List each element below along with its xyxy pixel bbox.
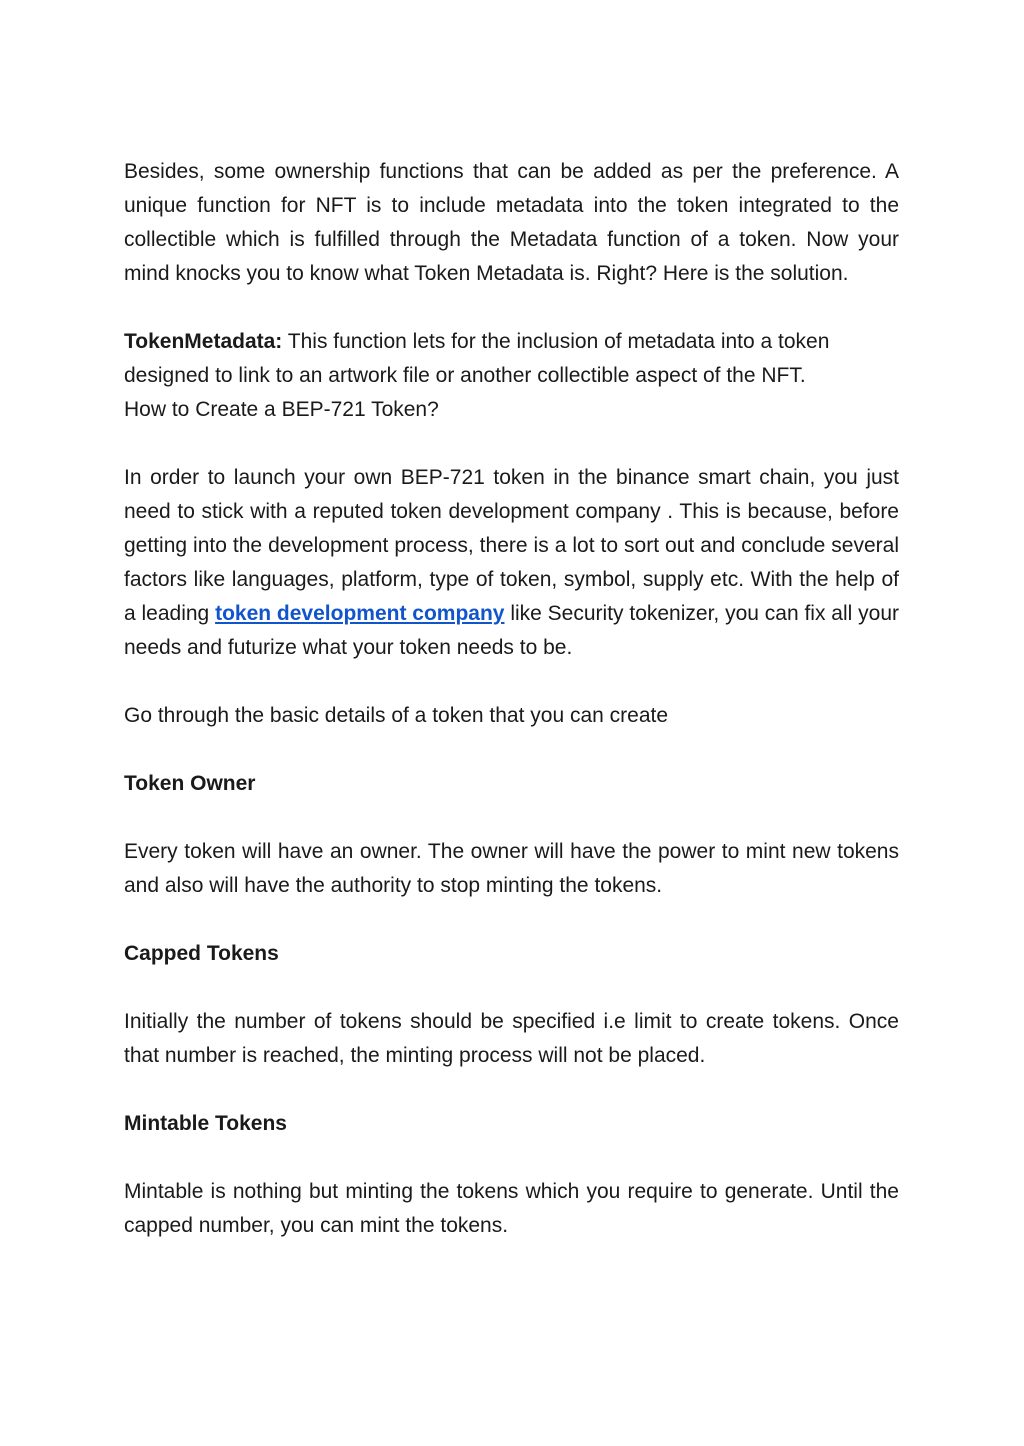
capped-tokens-heading: Capped Tokens bbox=[124, 942, 279, 965]
mintable-tokens-paragraph: Mintable is nothing but minting the tokens which you require to generate. Until the capped number, you can mint the tokens. bbox=[124, 1180, 899, 1237]
how-to-create-line: How to Create a BEP-721 Token? bbox=[124, 398, 439, 421]
token-owner-heading: Token Owner bbox=[124, 772, 256, 795]
basic-details-paragraph: Go through the basic details of a token that you can create bbox=[124, 704, 669, 727]
capped-tokens-paragraph: Initially the number of tokens should be specified i.e limit to create tokens. Once that number is reached, the minting process will not be placed. bbox=[124, 1010, 899, 1067]
token-metadata-paragraph bbox=[124, 325, 899, 427]
mintable-tokens-heading: Mintable Tokens bbox=[124, 1112, 287, 1135]
launch-text-after-link: like Security tokenizer, you can fix all your needs and futurize what your token needs to be. bbox=[124, 602, 899, 659]
launch-paragraph bbox=[124, 461, 899, 665]
launch-text-before-link: In order to launch your own BEP-721 token in the binance smart chain, you just need to stick with a reputed token development company . This is because, before getting into the development process, there is a lot to sort out and conclude several factors like languages, platform, type of token, symbol, supply etc. With the help of a leading bbox=[124, 466, 899, 625]
document-page bbox=[124, 155, 899, 1277]
intro-paragraph: Besides, some ownership functions that can be added as per the preference. A unique function for NFT is to include metadata into the token integrated to the collectible which is fulfilled through the Metadata function of a token. Now your mind knocks you to know what Token Metadata is. Right? Here is the solution. bbox=[124, 160, 899, 285]
token-development-company-link[interactable]: token development company bbox=[215, 602, 505, 625]
token-metadata-text: This function lets for the inclusion of metadata into a token designed to link to an artwork file or another collectible aspect of the NFT. bbox=[124, 330, 830, 387]
token-owner-paragraph: Every token will have an owner. The owner will have the power to mint new tokens and also will have the authority to stop minting the tokens. bbox=[124, 840, 899, 897]
token-metadata-label: TokenMetadata: bbox=[124, 330, 283, 353]
